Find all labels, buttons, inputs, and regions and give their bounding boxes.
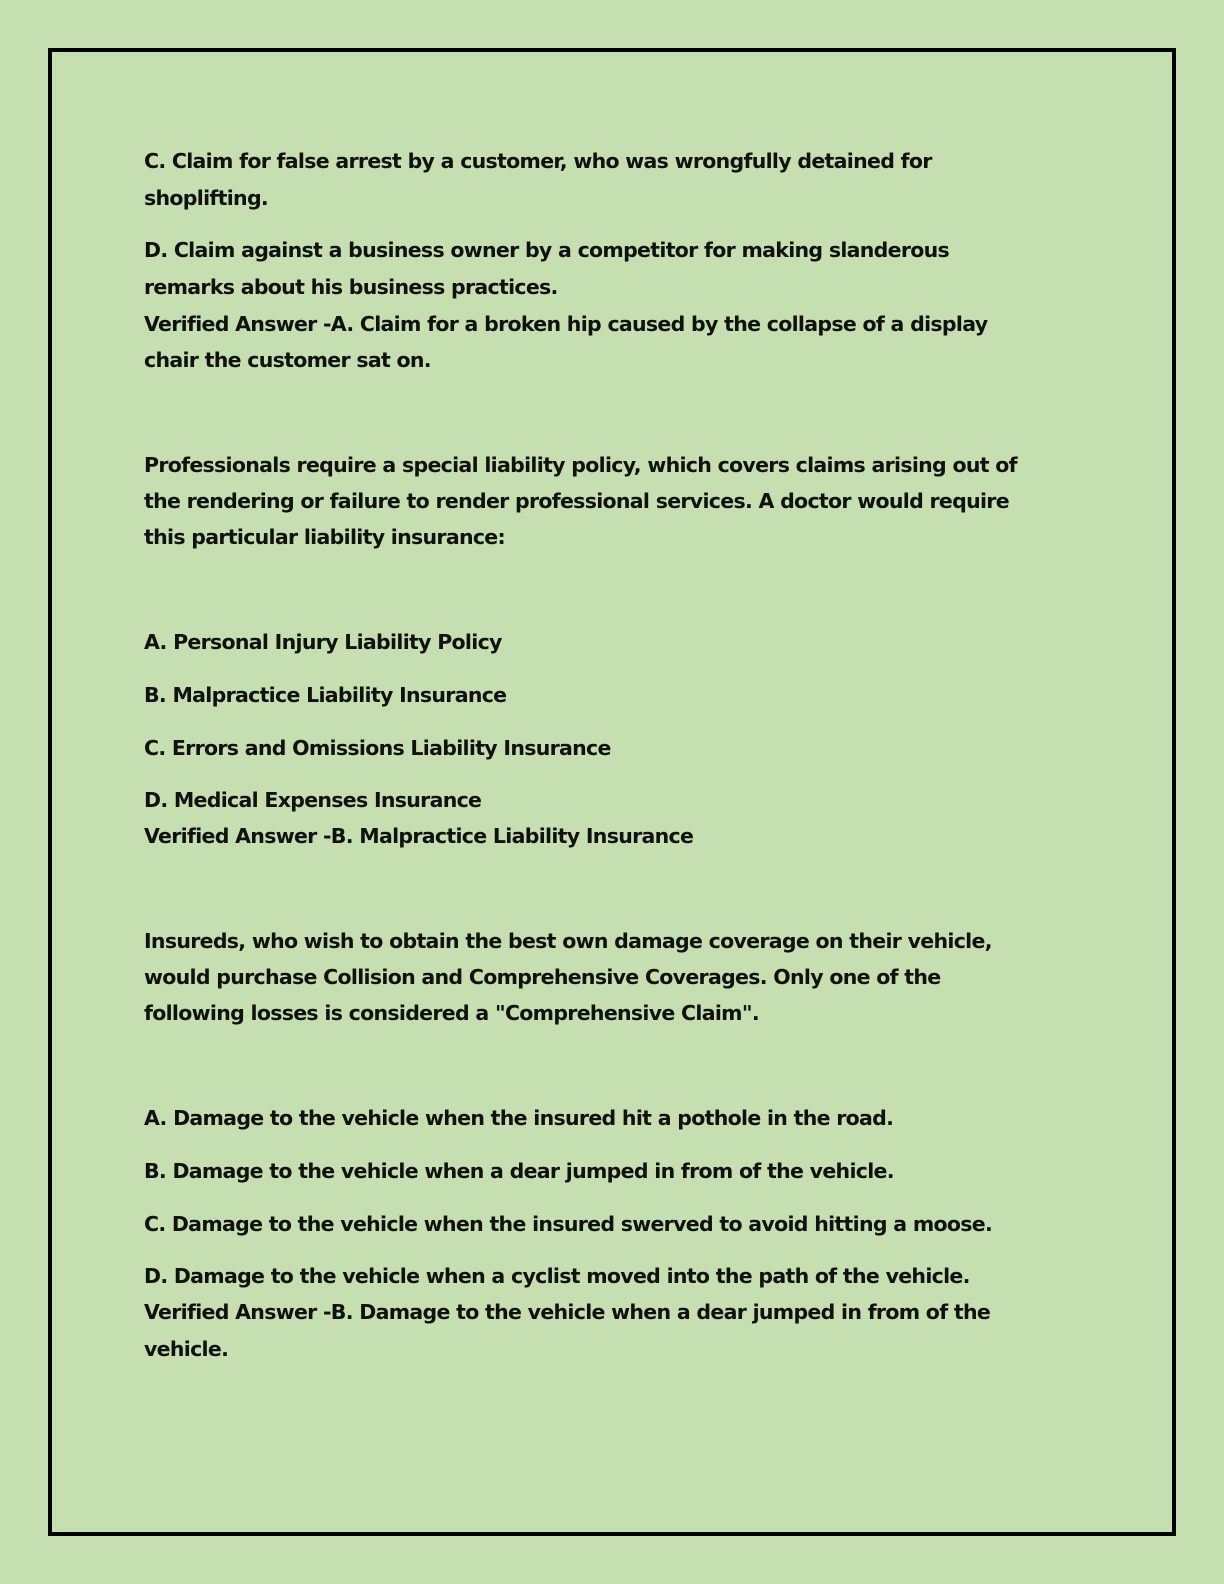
option-c: C. Damage to the vehicle when the insured swerved to avoid hitting a moose. [144, 1212, 993, 1236]
question-line-1: Insureds, who wish to obtain the best own damage coverage on their vehicle, [144, 929, 992, 953]
option-a: A. Damage to the vehicle when the insured hit a pothole in the road. [144, 1106, 894, 1130]
option-c-line-1: C. Claim for false arrest by a customer, who was wrongfully detained for [144, 149, 932, 173]
option-a: A. Personal Injury Liability Policy [144, 630, 502, 654]
option-d-line-2: remarks about his business practices. [144, 275, 558, 299]
verified-answer: Verified Answer -B. Malpractice Liability Insurance [144, 824, 694, 848]
verified-answer-line-1: Verified Answer -A. Claim for a broken hip caused by the collapse of a display [144, 312, 988, 336]
question-line-2: the rendering or failure to render professional services. A doctor would require [144, 489, 1009, 513]
option-d-line-1: D. Claim against a business owner by a competitor for making slanderous [144, 238, 950, 262]
option-c: C. Errors and Omissions Liability Insurance [144, 736, 611, 760]
question-line-3: this particular liability insurance: [144, 525, 506, 549]
question-line-1: Professionals require a special liability policy, which covers claims arising out of [144, 453, 1017, 477]
option-d: D. Damage to the vehicle when a cyclist moved into the path of the vehicle. [144, 1264, 970, 1288]
option-c-line-2: shoplifting. [144, 186, 269, 210]
question-line-2: would purchase Collision and Comprehensive Coverages. Only one of the [144, 965, 941, 989]
verified-answer-line-2: chair the customer sat on. [144, 348, 431, 372]
option-b: B. Malpractice Liability Insurance [144, 683, 507, 707]
verified-answer-line-2: vehicle. [144, 1337, 229, 1361]
verified-answer-line-1: Verified Answer -B. Damage to the vehicle when a dear jumped in from of the [144, 1300, 991, 1324]
option-b: B. Damage to the vehicle when a dear jumped in from of the vehicle. [144, 1159, 894, 1183]
question-line-3: following losses is considered a "Comprehensive Claim". [144, 1001, 759, 1025]
option-d: D. Medical Expenses Insurance [144, 788, 482, 812]
